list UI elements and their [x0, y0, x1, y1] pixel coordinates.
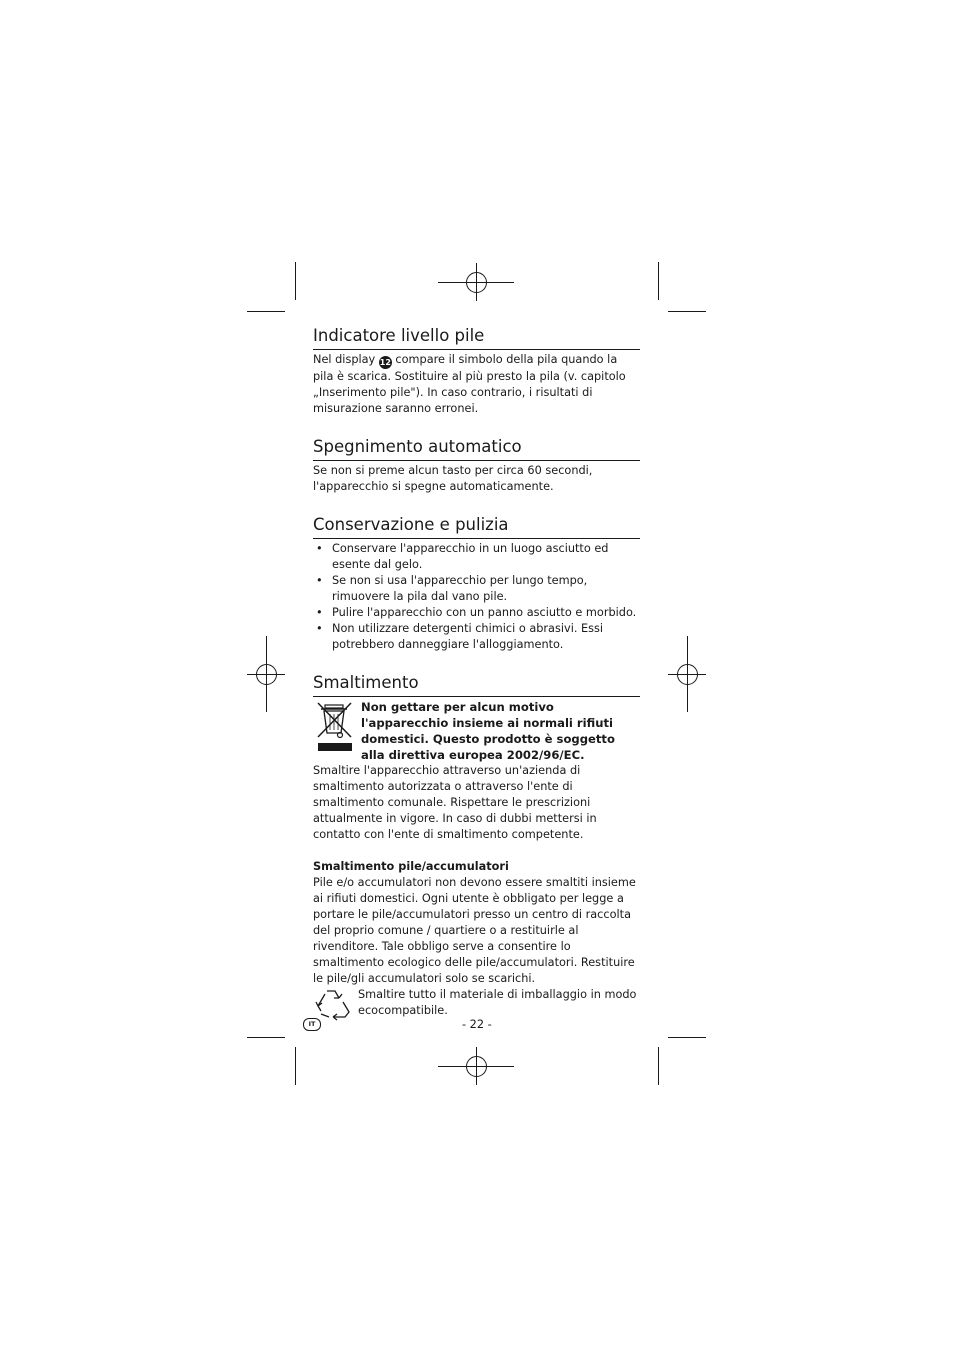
page-number: - 22 - — [462, 1018, 492, 1031]
section-text: Pile e/o accumulatori non devono essere smaltiti insieme ai rifiuti domestici. Ogni utente è obbligato per legge a portare le pile/accumulatori presso un centro di raccolta del proprio comune / quartiere o a restituirle al rivenditore. Tale obbligo serve a consentire lo smaltimento ecologico delle pile/accumulatori. Restituire le pile/gli accumulatori solo se scarichi. — [313, 876, 636, 985]
packaging-text: Smaltire tutto il materiale di imballaggio in modo ecocompatibile. — [358, 988, 637, 1017]
section-title: Smaltimento — [313, 672, 640, 697]
list-item: • Non utilizzare detergenti chimici o abrasivi. Essi potrebbero danneggiare l'alloggiamento. — [313, 621, 640, 653]
weee-notice — [313, 699, 640, 763]
page-footer — [303, 1018, 640, 1036]
language-badge: IT — [303, 1018, 321, 1031]
section-title: Spegnimento automatico — [313, 436, 640, 461]
page-content — [313, 325, 640, 1021]
weee-notice-text: Non gettare per alcun motivo l'apparecchio insieme ai normali rifiuti domestici. Questo prodotto è soggetto alla direttiva europea 2002/96/EC. — [361, 700, 615, 762]
bullet-list — [313, 541, 640, 653]
list-item: • Conservare l'apparecchio in un luogo asciutto ed esente dal gelo. — [313, 541, 640, 573]
section-storage — [313, 514, 640, 653]
section-text: Nel display 12 compare il simbolo della pila quando la pila è scarica. Sostituire al più presto la pila (v. capitolo „Inserimento pile"). In caso contrario, i risultati di misurazione saranno erronei. — [313, 353, 626, 415]
recycle-icon — [313, 987, 353, 1021]
subsection-title: Smaltimento pile/accumulatori — [313, 860, 509, 873]
section-text: Smaltire l'apparecchio attraverso un'azienda di smaltimento autorizzata o attraverso l'ente di smaltimento comunale. Rispettare le prescrizioni attualmente in vigore. In caso di dubbi mettersi in contatto con l'ente di smaltimento competente. — [313, 764, 597, 841]
section-auto-off — [313, 436, 640, 495]
section-text: Se non si preme alcun tasto per circa 60 secondi, l'apparecchio si spegne automaticamente. — [313, 464, 593, 493]
list-item: • Pulire l'apparecchio con un panno asciutto e morbido. — [313, 605, 640, 621]
list-item: • Se non si usa l'apparecchio per lungo tempo, rimuovere la pila dal vano pile. — [313, 573, 640, 605]
display-number-12-icon: 12 — [379, 358, 391, 367]
packaging-notice — [313, 987, 640, 1021]
section-battery-indicator — [313, 325, 640, 417]
crossed-out-wheelie-bin-icon — [313, 699, 357, 757]
section-disposal — [313, 672, 640, 1021]
section-title: Conservazione e pulizia — [313, 514, 640, 539]
section-title: Indicatore livello pile — [313, 325, 640, 350]
